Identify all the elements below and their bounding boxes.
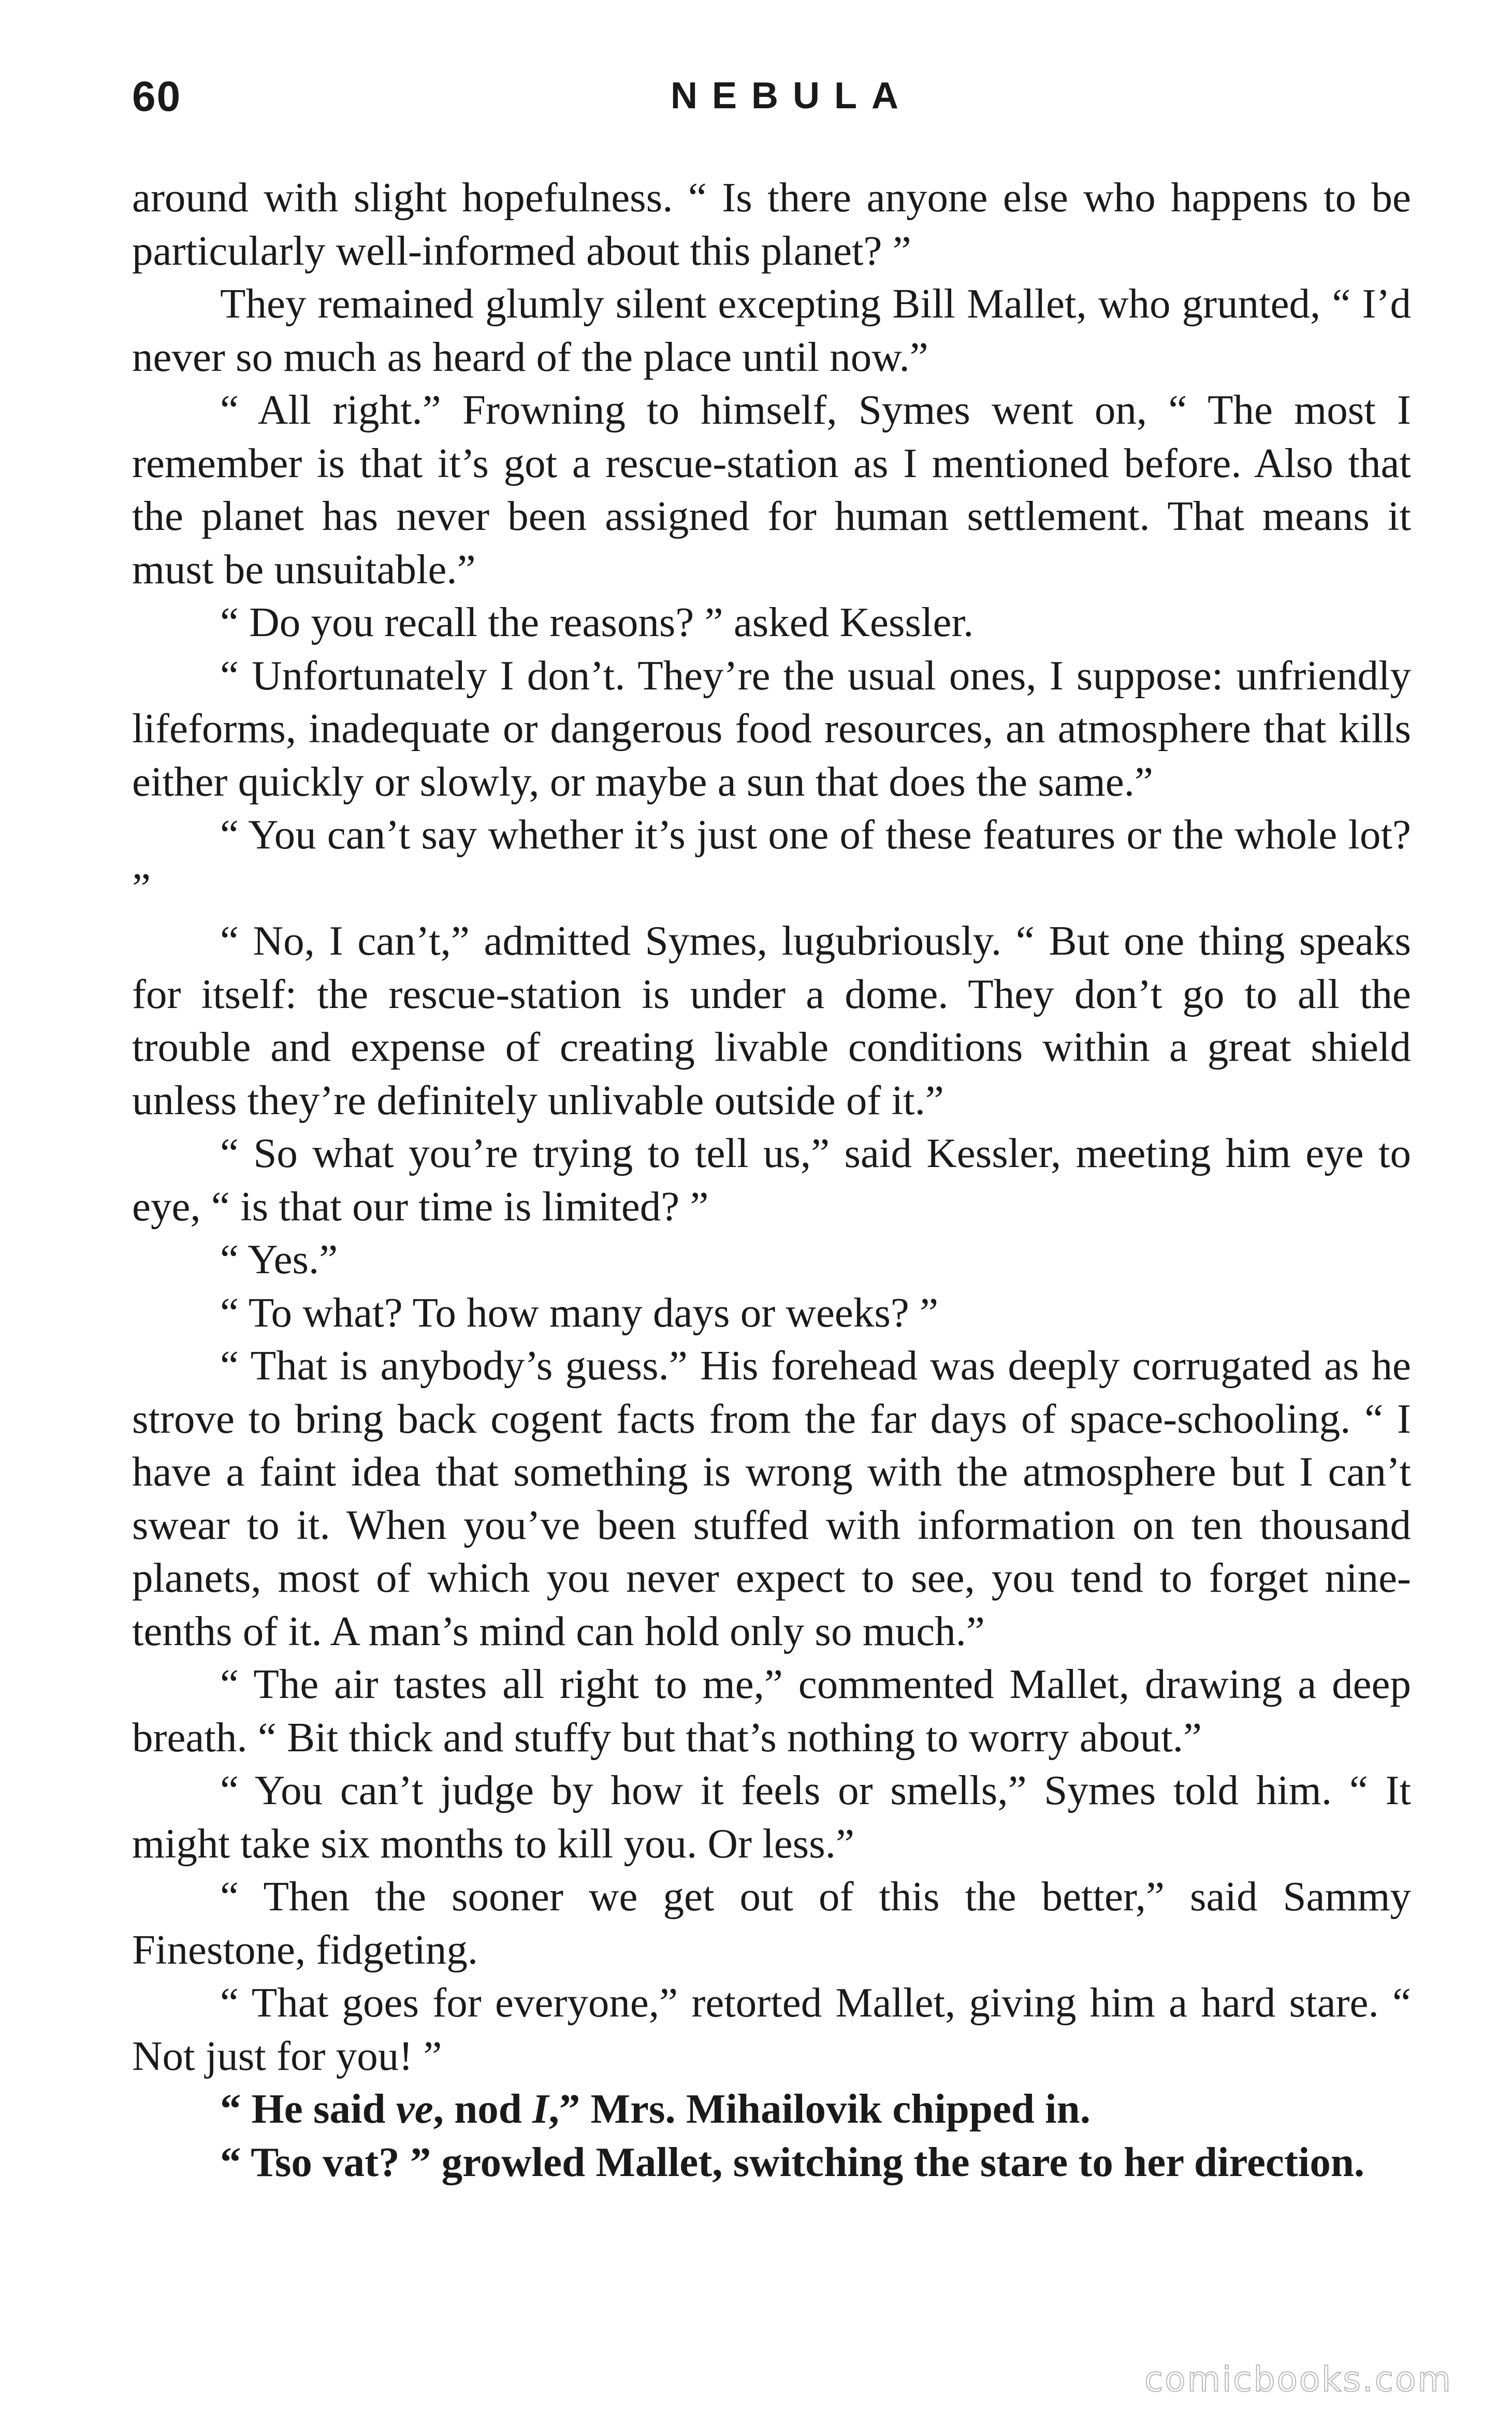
paragraph-mihailovik: [132, 2082, 1411, 2136]
paragraph: “ To what? To how many days or weeks? ”: [220, 1289, 939, 1336]
paragraph: “ You can’t judge by how it feels or smells,” Symes told him. “ It might take six months to kill you. Or less.”: [132, 1767, 1411, 1867]
paragraph: “ Yes.”: [220, 1236, 338, 1283]
paragraph: “ That is anybody’s guess.” His forehead was deeply corrugated as he strove to bring back cogent facts from the far days of space-schooling. “ I have a faint idea that something is wrong with the atmosphere but I can’t swear to it. When you’ve been stuffed with information on ten thousand planets, most of which you never expect to see, you tend to forget nine-tenths of it. A man’s mind can hold only so much.”: [132, 1342, 1411, 1654]
paragraph: “ You can’t say whether it’s just one of these features or the whole lot? ”: [132, 811, 1411, 911]
paragraph: “ All right.” Frowning to himself, Symes went on, “ The most I remember is that it’s got a rescue-station as I mentioned before. Also that the planet has never been assigned for human settlement. That means it must be unsuitable.”: [132, 386, 1411, 593]
italic-word: I: [532, 2085, 549, 2132]
page-header: [132, 73, 1406, 135]
text-run: “ He said: [220, 2085, 396, 2132]
text-run: ,” Mrs. Mihailovik chipped in.: [548, 2085, 1091, 2132]
text-run: , nod: [433, 2085, 533, 2132]
paragraph: “ The air tastes all right to me,” commented Mallet, drawing a deep breath. “ Bit thick and stuffy but that’s nothing to worry about.”: [132, 1661, 1411, 1761]
watermark: comicbooks.com: [1144, 2359, 1452, 2399]
paragraph: “ So what you’re trying to tell us,” said Kessler, meeting him eye to eye, “ is that our time is limited? ”: [132, 1130, 1411, 1230]
paragraph: “ Unfortunately I don’t. They’re the usual ones, I suppose: unfriendly lifeforms, inadequate or dangerous food resources, an atmosphere that kills either quickly or slowly, or maybe a sun that does the same.”: [132, 652, 1411, 805]
final-block: [132, 2082, 1411, 2188]
running-title: NEBULA: [671, 75, 913, 117]
paragraph: “ That goes for everyone,” retorted Mallet, giving him a hard stare. “ Not just for you! ”: [132, 1979, 1411, 2079]
paragraph-tso-vat: “ Tso vat? ” growled Mallet, switching the stare to her direction.: [220, 2138, 1365, 2185]
paragraph: “ Do you recall the reasons? ” asked Kessler.: [220, 599, 974, 645]
italic-word: ve: [396, 2085, 433, 2132]
paragraph: They remained glumly silent excepting Bill Mallet, who grunted, “ I’d never so much as heard of the place until now.”: [132, 280, 1411, 380]
page-number: 60: [132, 73, 182, 120]
paragraph: “ No, I can’t,” admitted Symes, lugubriously. “ But one thing speaks for itself: the rescue-station is under a dome. They don’t go to all the trouble and expense of creating livable conditions within a great shield unless they’re definitely unlivable outside of it.”: [132, 917, 1411, 1123]
paragraph: “ Then the sooner we get out of this the better,” said Sammy Finestone, fidgeting.: [132, 1873, 1411, 1973]
body-text: [132, 171, 1411, 2188]
paragraph: around with slight hopefulness. “ Is there anyone else who happens to be particularly well-informed about this planet? ”: [132, 174, 1411, 274]
